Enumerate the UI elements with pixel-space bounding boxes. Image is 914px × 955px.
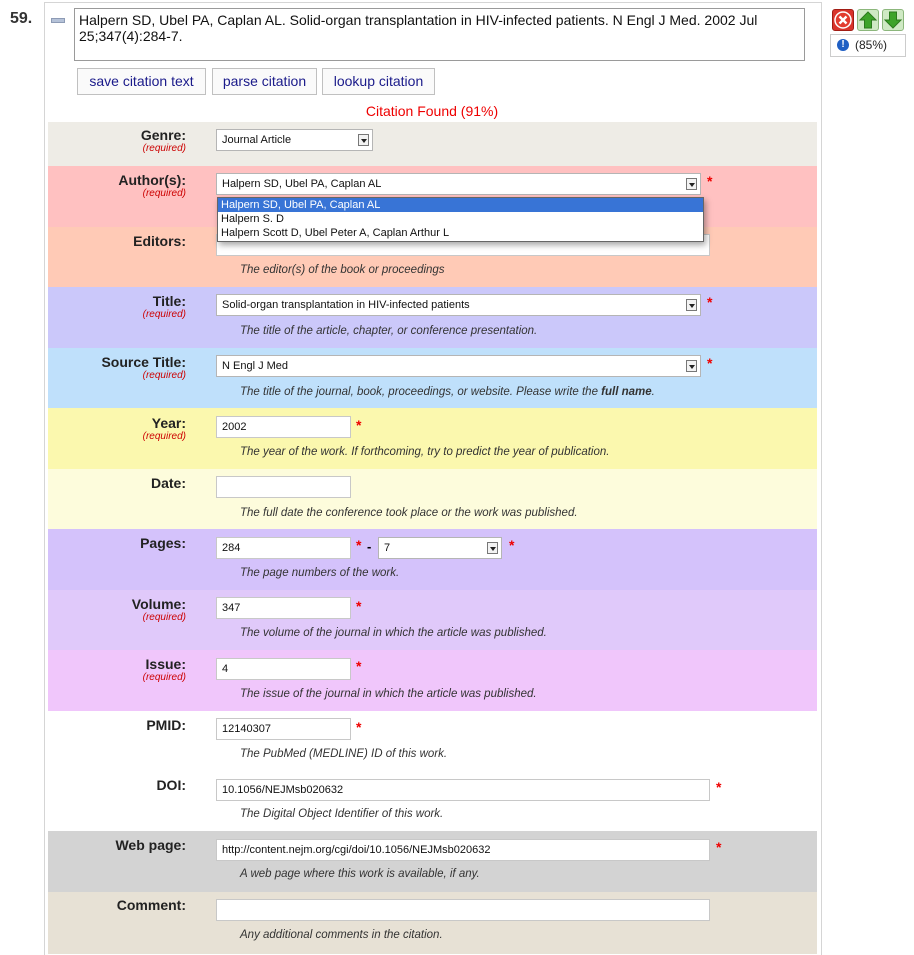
pmid-input[interactable]: 12140307	[216, 718, 351, 740]
pages-label: Pages:	[140, 535, 186, 551]
title-help: The title of the article, chapter, or conference presentation.	[240, 325, 538, 337]
pmid-help: The PubMed (MEDLINE) ID of this work.	[240, 748, 448, 760]
volume-required: (required)	[142, 612, 186, 623]
pages-help: The page numbers of the work.	[240, 567, 400, 579]
volume-input[interactable]: 347	[216, 597, 351, 619]
collapse-icon[interactable]	[51, 18, 65, 23]
authors-option[interactable]: Halpern Scott D, Ubel Peter A, Caplan Arthur L	[221, 227, 450, 239]
source-required: (required)	[142, 370, 186, 381]
move-down-icon[interactable]	[882, 9, 904, 31]
chevron-down-icon	[686, 178, 697, 190]
delete-icon[interactable]	[832, 9, 854, 31]
title-required: (required)	[142, 309, 186, 320]
parse-citation-button[interactable]: parse citation	[212, 68, 317, 95]
title-label: Title:	[152, 293, 186, 309]
required-star: *	[707, 294, 713, 310]
authors-dropdown-list	[217, 197, 704, 242]
move-up-icon[interactable]	[857, 9, 879, 31]
required-star: *	[356, 719, 362, 735]
date-input[interactable]	[216, 476, 351, 498]
issue-input[interactable]: 4	[216, 658, 351, 680]
webpage-input[interactable]: http://content.nejm.org/cgi/doi/10.1056/NEJMsb020632	[216, 839, 710, 861]
authors-option[interactable]: Halpern SD, Ubel PA, Caplan AL	[218, 198, 703, 212]
chevron-down-icon	[686, 299, 697, 311]
source-help-end: .	[651, 386, 655, 398]
required-star: *	[356, 658, 362, 674]
pages-end-select[interactable]	[378, 537, 502, 559]
editors-help: The editor(s) of the book or proceedings	[240, 264, 445, 276]
chevron-down-icon	[358, 134, 369, 146]
source-value: N Engl J Med	[222, 360, 289, 372]
source-help	[240, 386, 655, 398]
required-star: *	[509, 537, 515, 553]
info-icon: !	[837, 39, 849, 51]
entry-number: 59.	[10, 10, 33, 27]
source-label: Source Title:	[101, 354, 186, 370]
required-star: *	[356, 417, 362, 433]
genre-label: Genre:	[140, 127, 186, 143]
webpage-help: A web page where this work is available, if any.	[240, 868, 480, 880]
required-star: *	[356, 598, 362, 614]
title-select[interactable]	[216, 294, 701, 316]
confidence-badge	[830, 34, 906, 57]
comment-help: Any additional comments in the citation.	[240, 929, 443, 941]
pages-start-input[interactable]: 284	[216, 537, 351, 559]
date-help: The full date the conference took place or the work was published.	[240, 507, 578, 519]
comment-input[interactable]	[216, 899, 710, 921]
pages-end-value: 7	[384, 542, 391, 554]
required-star: *	[707, 355, 713, 371]
year-help: The year of the work. If forthcoming, try to predict the year of publication.	[240, 446, 610, 458]
date-label: Date:	[150, 475, 186, 491]
webpage-label: Web page:	[115, 837, 186, 853]
doi-help: The Digital Object Identifier of this work.	[240, 808, 444, 820]
authors-label: Author(s):	[118, 172, 186, 188]
authors-required: (required)	[142, 188, 186, 199]
volume-label: Volume:	[131, 596, 186, 612]
year-required: (required)	[142, 431, 186, 442]
editors-label: Editors:	[133, 233, 186, 249]
required-star: *	[716, 839, 722, 855]
save-citation-button[interactable]: save citation text	[77, 68, 206, 95]
source-select[interactable]	[216, 355, 701, 377]
genre-select[interactable]	[216, 129, 373, 151]
issue-required: (required)	[142, 672, 186, 683]
confidence-value: (85%)	[855, 38, 888, 52]
citation-status: Citation Found (91%)	[365, 103, 499, 119]
chevron-down-icon	[686, 360, 697, 372]
required-star: *	[707, 173, 713, 189]
source-help-text: The title of the journal, book, proceedings, or website. Please write the	[240, 386, 602, 398]
authors-select[interactable]	[216, 173, 701, 195]
chevron-down-icon	[487, 542, 498, 554]
required-star: *	[356, 537, 362, 553]
required-star: *	[716, 779, 722, 795]
pages-dash: -	[367, 539, 372, 554]
genre-value: Journal Article	[222, 134, 292, 146]
doi-label: DOI:	[156, 777, 186, 793]
citation-text-input[interactable]: Halpern SD, Ubel PA, Caplan AL. Solid-organ transplantation in HIV-infected patients. N Engl J Med. 2002 Jul 25;347(4):284-7.	[74, 8, 805, 61]
authors-value: Halpern SD, Ubel PA, Caplan AL	[222, 178, 382, 190]
authors-option[interactable]: Halpern S. D	[221, 213, 284, 225]
year-label: Year:	[151, 415, 186, 431]
source-help-bold: full name	[601, 386, 652, 398]
pmid-label: PMID:	[146, 717, 186, 733]
lookup-citation-button[interactable]: lookup citation	[322, 68, 435, 95]
comment-label: Comment:	[116, 897, 186, 913]
volume-help: The volume of the journal in which the article was published.	[240, 627, 547, 639]
issue-label: Issue:	[145, 656, 186, 672]
title-value: Solid-organ transplantation in HIV-infected patients	[222, 299, 470, 311]
genre-required: (required)	[142, 143, 186, 154]
issue-help: The issue of the journal in which the article was published.	[240, 688, 537, 700]
doi-input[interactable]: 10.1056/NEJMsb020632	[216, 779, 710, 801]
year-input[interactable]: 2002	[216, 416, 351, 438]
